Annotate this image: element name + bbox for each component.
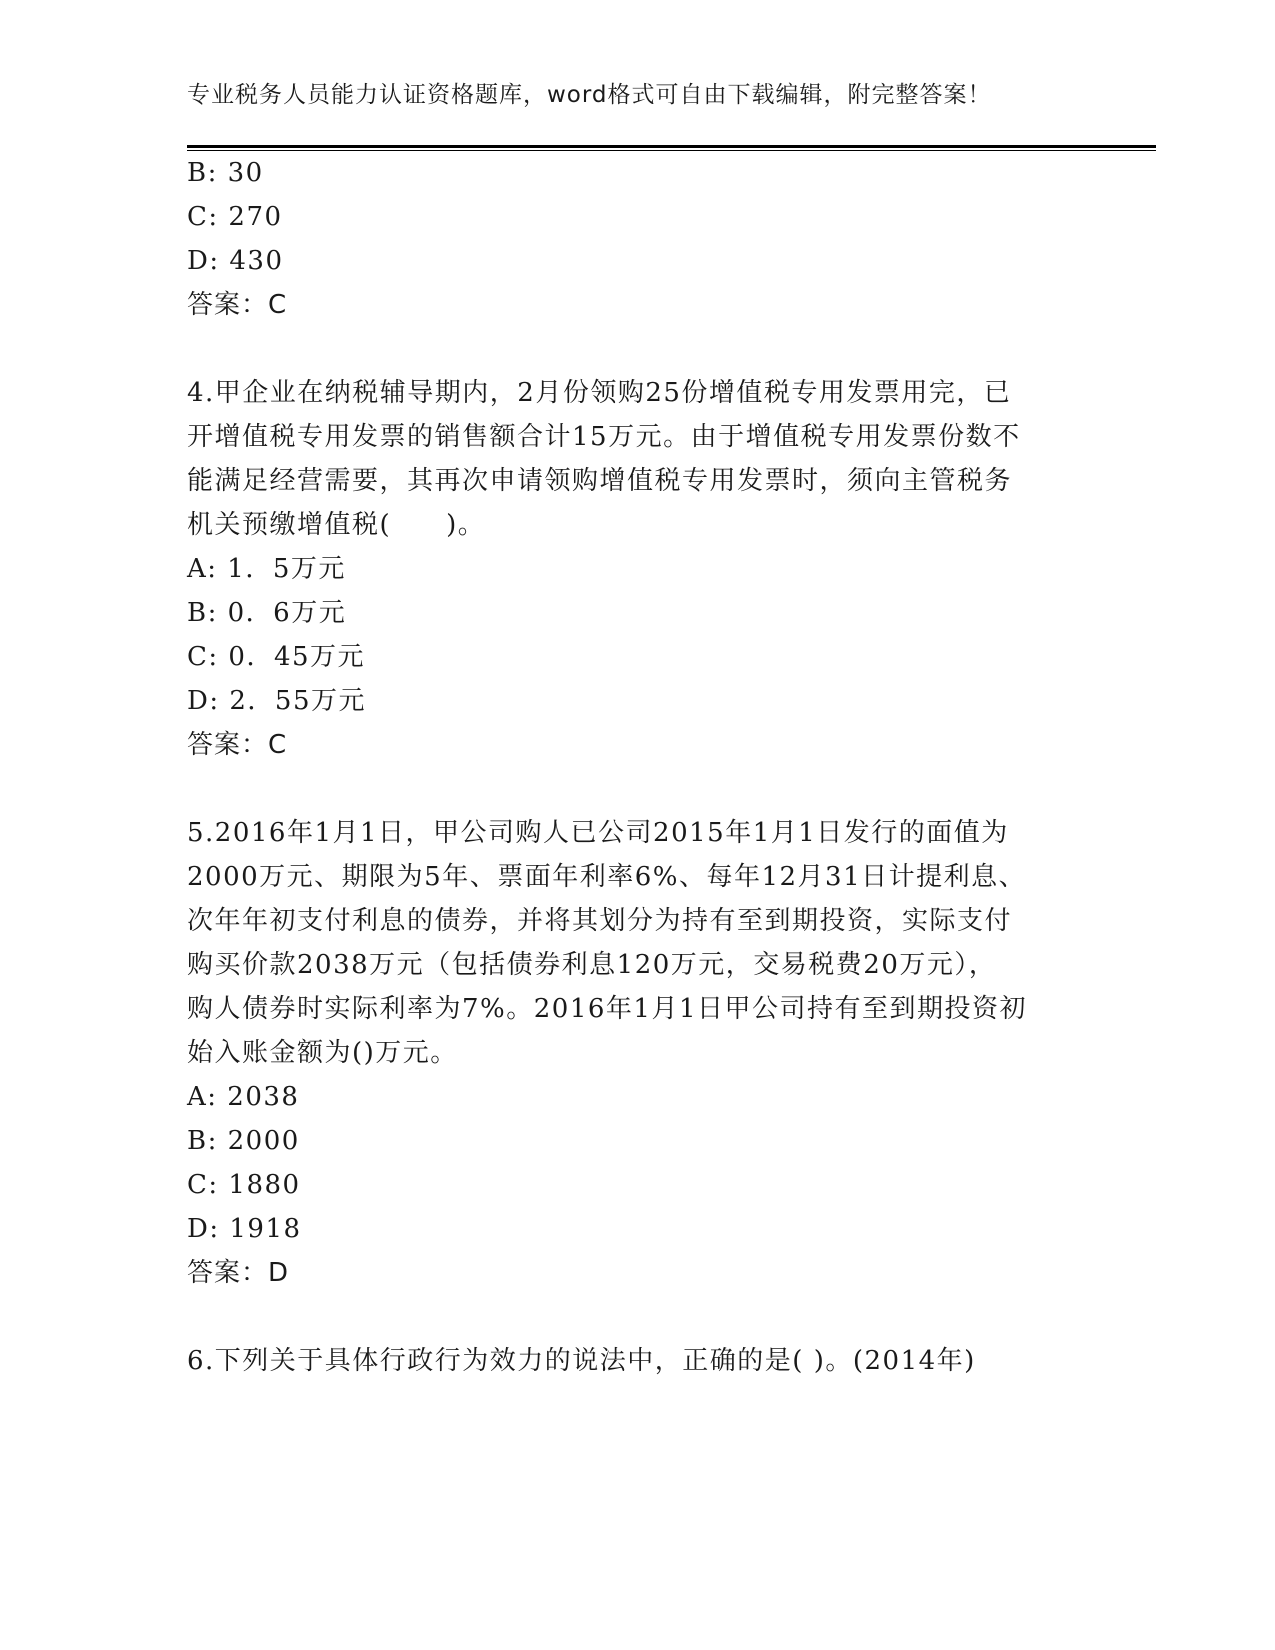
q5-stem-line-1: 5.2016年1月1日，甲公司购人已公司2015年1月1日发行的面值为	[187, 818, 1009, 848]
q4-option-b: B: 0．6万元	[187, 598, 347, 628]
q4-option-a: A: 1．5万元	[187, 554, 346, 584]
q4-option-d: D: 2．55万元	[187, 686, 366, 716]
q5-stem-line-6: 始入账金额为()万元。	[187, 1038, 458, 1068]
q3-answer: 答案：C	[187, 290, 288, 320]
q5-stem-line-5: 购人债券时实际利率为7%。2016年1月1日甲公司持有至到期投资初	[187, 994, 1027, 1024]
q5-option-d: D: 1918	[187, 1214, 302, 1244]
q5-option-a: A: 2038	[187, 1082, 300, 1112]
header-rule-thin	[187, 150, 1156, 151]
q3-option-b: B: 30	[187, 158, 264, 188]
q5-option-c: C: 1880	[187, 1170, 301, 1200]
q5-option-b: B: 2000	[187, 1126, 300, 1156]
q4-stem-line-1: 4.甲企业在纳税辅导期内，2月份领购25份增值税专用发票用完，已	[187, 378, 1012, 408]
q4-stem-line-3: 能满足经营需要，其再次申请领购增值税专用发票时，须向主管税务	[187, 466, 1013, 496]
q5-stem-line-3: 次年年初支付利息的债券，并将其划分为持有至到期投资，实际支付	[187, 906, 1013, 936]
q4-option-c: C: 0．45万元	[187, 642, 366, 672]
q5-stem-line-2: 2000万元、期限为5年、票面年利率6%、每年12月31日计提利息、	[187, 862, 1027, 892]
q3-option-c: C: 270	[187, 202, 283, 232]
q5-answer: 答案：D	[187, 1258, 290, 1288]
q3-option-d: D: 430	[187, 246, 284, 276]
q6-stem-line-1: 6.下列关于具体行政行为效力的说法中，正确的是( )。(2014年)	[187, 1346, 976, 1376]
q4-stem-line-2: 开增值税专用发票的销售额合计15万元。由于增值税专用发票份数不	[187, 422, 1021, 452]
q4-answer: 答案：C	[187, 730, 288, 760]
page-header: 专业税务人员能力认证资格题库，word格式可自由下载编辑，附完整答案！	[187, 82, 992, 108]
q5-stem-line-4: 购买价款2038万元（包括债券利息120万元，交易税费20万元），	[187, 950, 997, 980]
q4-stem-line-4: 机关预缴增值税( )。	[187, 510, 486, 540]
header-rule-thick	[187, 145, 1156, 148]
